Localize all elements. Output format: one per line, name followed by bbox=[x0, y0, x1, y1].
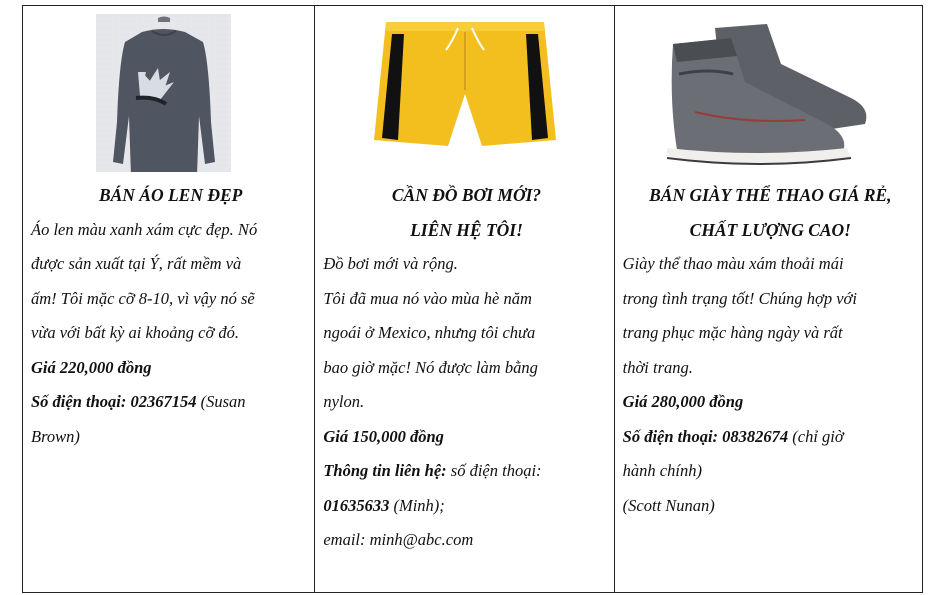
description-line: ngoái ở Mexico, nhưng tôi chưa bbox=[323, 323, 536, 342]
ad-price-swim-shorts: Giá 150,000 đồng bbox=[323, 426, 444, 446]
description-line: thời trang. bbox=[622, 357, 693, 377]
ad-description-sweater bbox=[31, 213, 310, 455]
title-line: BÁN GIÀY THỂ THAO GIÁ RẺ, bbox=[649, 185, 892, 205]
contact-name: (Minh); bbox=[393, 495, 445, 515]
ad-phone-swim-shorts: 01635633 bbox=[323, 495, 390, 515]
ad-phone-sneakers: Số điện thoại: 08382674 bbox=[622, 426, 789, 446]
title-line: LIÊN HỆ TÔI! bbox=[410, 219, 523, 240]
ad-title-sweater: BÁN ÁO LEN ĐẸP bbox=[98, 185, 243, 205]
ad-cell-sweater bbox=[23, 6, 314, 592]
ad-title-sneakers bbox=[623, 178, 918, 247]
ad-title-swim-shorts bbox=[323, 178, 609, 247]
description-line: nylon. bbox=[323, 392, 365, 411]
ad-text-swim-shorts bbox=[323, 178, 609, 558]
description-line: ấm! Tôi mặc cỡ 8-10, vì vậy nó sẽ bbox=[31, 288, 255, 308]
ad-text-sneakers bbox=[623, 178, 918, 523]
description-line: được sản xuất tại Ý, rất mềm và bbox=[31, 254, 242, 273]
contact-hours-cont: hành chính) bbox=[622, 461, 702, 480]
contact-name: (Scott Nunan) bbox=[622, 495, 715, 515]
sneakers-image bbox=[655, 14, 893, 172]
description-line: vừa với bất kỳ ai khoảng cỡ đó. bbox=[31, 323, 240, 342]
description-line: Tôi đã mua nó vào mùa hè năm bbox=[323, 288, 532, 308]
description-line: Giày thể thao màu xám thoải mái bbox=[622, 254, 844, 273]
description-line: trang phục mặc hàng ngày và rất bbox=[622, 323, 843, 342]
contact-name-cont: Brown) bbox=[31, 426, 80, 446]
title-line: CHẤT LƯỢNG CAO! bbox=[689, 219, 851, 240]
ad-phone-sweater: Số điện thoại: 02367154 bbox=[31, 392, 197, 411]
contact-phone-text: số điện thoại: bbox=[450, 461, 542, 480]
swim-shorts-image bbox=[350, 14, 580, 172]
ad-text-sweater bbox=[31, 178, 310, 454]
sweater-image bbox=[96, 14, 231, 172]
contact-label: Thông tin liên hệ: bbox=[323, 461, 447, 480]
ad-email-swim-shorts: email: minh@abc.com bbox=[323, 530, 474, 549]
description-line: Đồ bơi mới và rộng. bbox=[323, 254, 458, 273]
ad-cell-sneakers bbox=[614, 6, 922, 592]
description-line: bao giờ mặc! Nó được làm bằng bbox=[323, 357, 538, 377]
ad-description-swim-shorts bbox=[323, 247, 609, 558]
ad-price-sweater: Giá 220,000 đồng bbox=[31, 357, 152, 377]
ad-price-sneakers: Giá 280,000 đồng bbox=[622, 392, 744, 411]
ad-description-sneakers bbox=[623, 247, 918, 523]
description-line: trong tình trạng tốt! Chúng hợp với bbox=[622, 288, 857, 308]
description-line: Áo len màu xanh xám cực đẹp. Nó bbox=[31, 219, 258, 239]
ad-cell-swim-shorts bbox=[314, 6, 613, 592]
classified-ads-table bbox=[22, 5, 923, 593]
contact-name: (Susan bbox=[200, 392, 246, 411]
contact-hours: (chỉ giờ bbox=[792, 426, 844, 446]
title-line: CẦN ĐỒ BƠI MỚI? bbox=[391, 185, 542, 205]
